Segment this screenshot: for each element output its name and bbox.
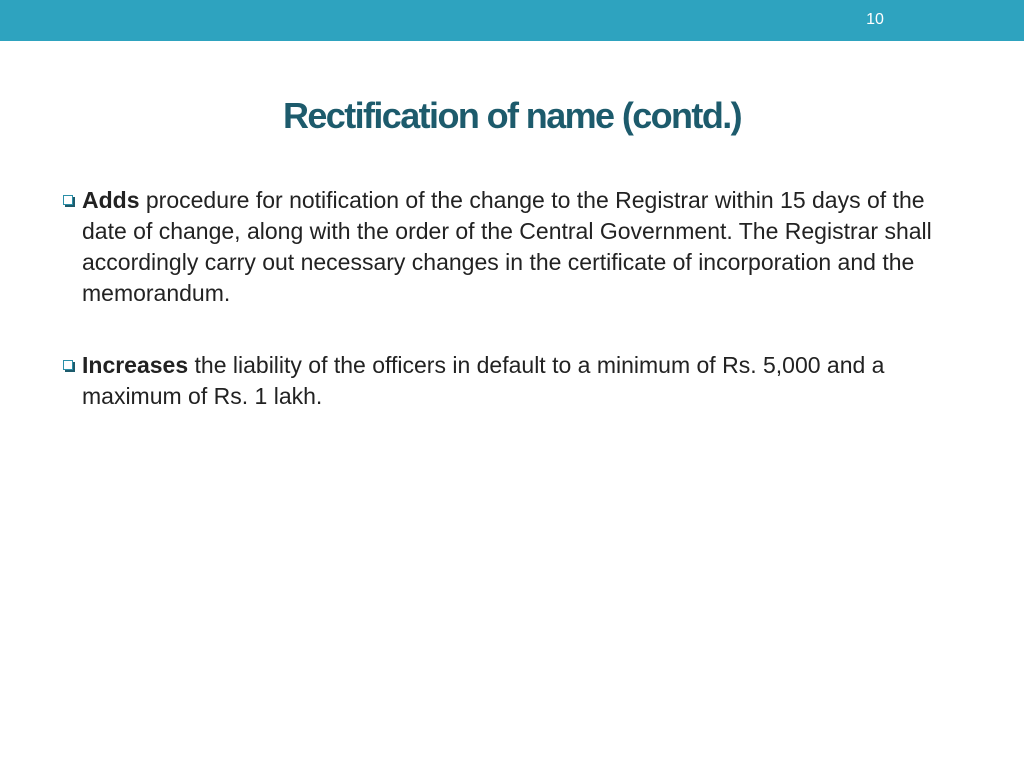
bullet-item [60, 350, 965, 412]
bullet-body-text: the liability of the officers in default to a minimum of Rs. 5,000 and a maximum of Rs. 1 lakh. [82, 352, 885, 409]
slide-title: Rectification of name (contd.) [282, 95, 742, 136]
bullet-item [60, 185, 965, 309]
header-bar [0, 0, 1024, 41]
square-bullet-icon [63, 195, 73, 205]
slide-number: 10 [866, 11, 884, 28]
bullet-lead-text: Increases [82, 352, 189, 378]
bullet-lead-text: Adds [82, 187, 140, 213]
bullet-body-text: procedure for notification of the change to the Registrar within 15 days of the date of change, along with the order of the Central Government. The Registrar shall accordingly carry out necessary changes in the certificate of incorporation and the memorandum. [82, 187, 932, 306]
bullet-list [60, 185, 965, 453]
square-bullet-icon [63, 360, 73, 370]
